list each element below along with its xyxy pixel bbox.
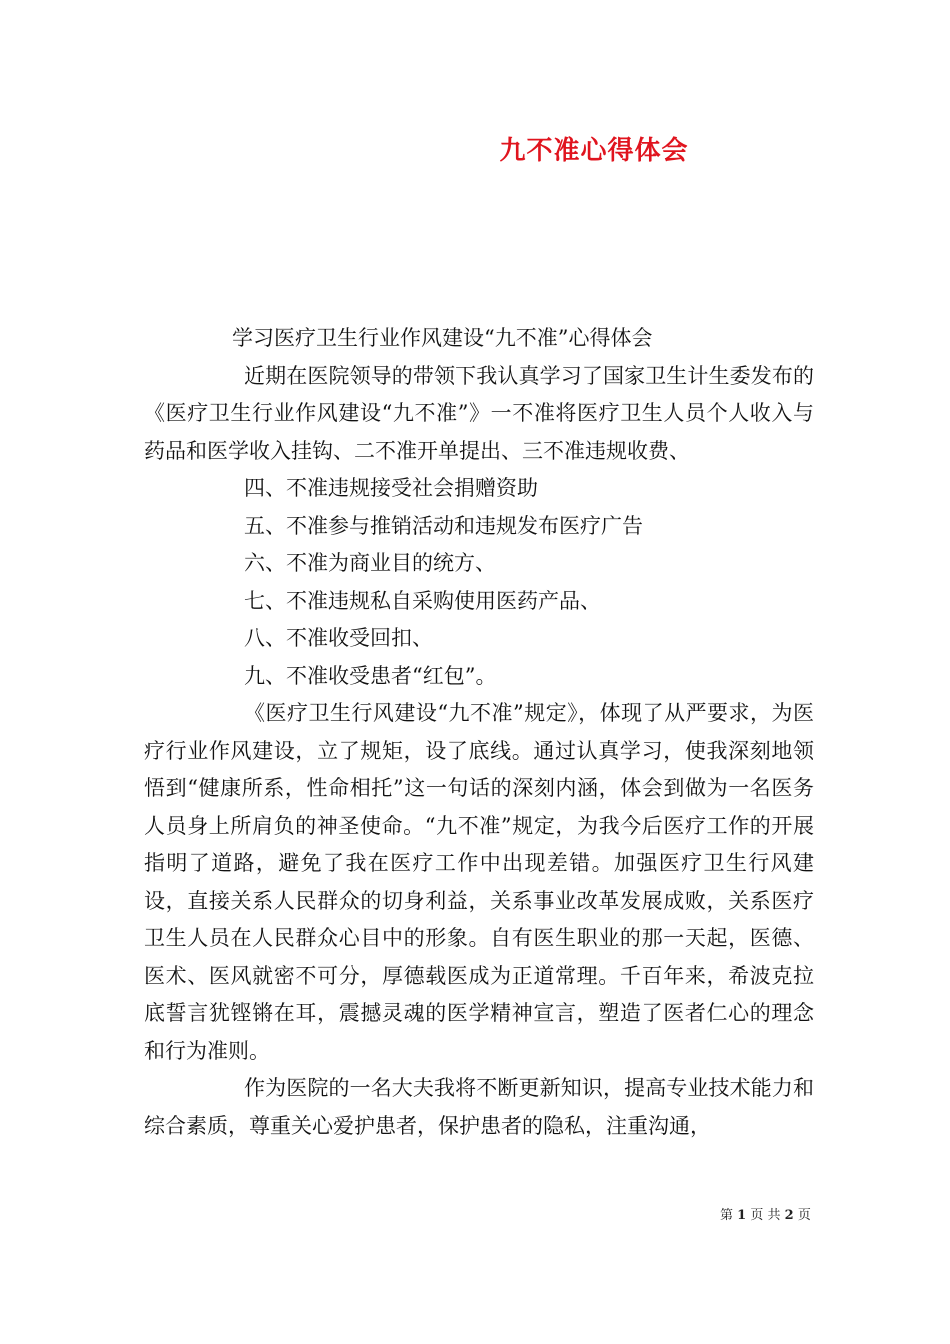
list-item: 七、不准违规私自采购使用医药产品、 bbox=[244, 588, 601, 613]
body-paragraph-2: 作为医院的一名大夫我将不断更新知识，提高专业技术能力和综合素质，尊重关心爱护患者，保护患者的隐私，注重沟通， bbox=[144, 1076, 814, 1138]
list-item: 六、不准为商业目的统方、 bbox=[244, 551, 496, 575]
document-subtitle: 学习医疗卫生行业作风建设“九不准”心得体会 bbox=[232, 326, 653, 350]
footer-current-page: 1 bbox=[737, 1208, 747, 1223]
list-item: 九、不准收受患者“红包”。 bbox=[244, 663, 497, 688]
document-body bbox=[144, 320, 814, 1145]
footer-prefix: 第 bbox=[720, 1208, 734, 1223]
page-footer bbox=[720, 1204, 811, 1223]
footer-total-pages: 2 bbox=[784, 1208, 794, 1223]
footer-middle: 页 共 bbox=[750, 1208, 781, 1223]
list-item: 五、不准参与推销活动和违规发布医疗广告 bbox=[244, 513, 643, 538]
list-item: 四、不准违规接受社会捐赠资助 bbox=[244, 476, 538, 500]
footer-suffix: 页 bbox=[797, 1208, 811, 1223]
body-paragraph-1: 《医疗卫生行风建设“九不准”规定》，体现了从严要求，为医疗行业作风建设，立了规矩，设了底线。通过认真学习，使我深刻地领悟到“健康所系，性命相托”这一句话的深刻内涵，体会到做为一名医务人员身上所肩负的神圣使命。“九不准”规定，为我今后医疗工作的开展指明了道路，避免了我在医疗工作中出现差错。加强医疗卫生行风建设，直接关系人民群众的切身利益，关系事业改革发展成败，关系医疗卫生人员在人民群众心目中的形象。自有医生职业的那一天起，医德、医术、医风就密不可分，厚德载医成为正道常理。千百年来，希波克拉底誓言犹铿锵在耳，震撼灵魂的医学精神宣言，塑造了医者仁心的理念和行为准则。 bbox=[144, 701, 814, 1063]
document-title: 九不准心得体会 bbox=[499, 136, 689, 166]
intro-paragraph: 近期在医院领导的带领下我认真学习了国家卫生计生委发布的《医疗卫生行业作风建设“九不准”》一不准将医疗卫生人员个人收入与药品和医学收入挂钩、二不准开单提出、三不准违规收费、 bbox=[144, 363, 814, 463]
list-item: 八、不准收受回扣、 bbox=[244, 626, 433, 650]
